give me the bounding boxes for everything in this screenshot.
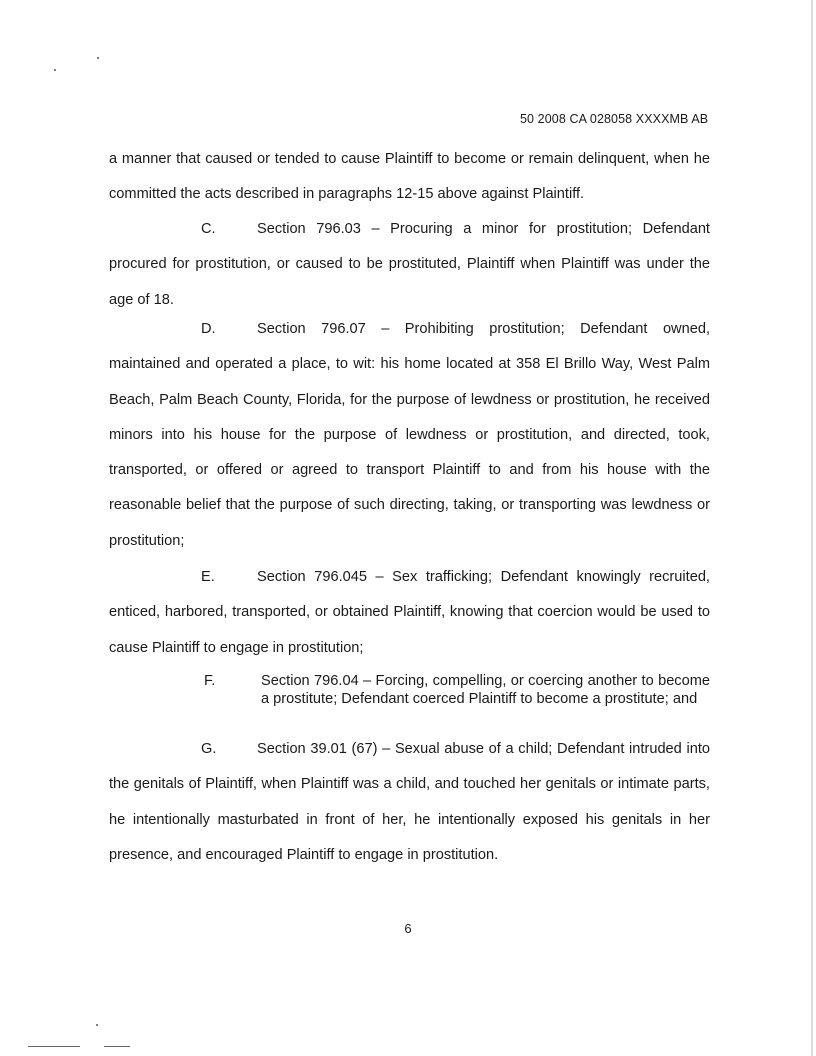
item-letter: E. <box>201 569 215 585</box>
list-item-c <box>109 212 710 318</box>
scan-speck <box>54 69 56 71</box>
page-number: 6 <box>404 921 412 936</box>
list-item-g <box>109 732 710 873</box>
item-text: Section 796.045 – Sex trafficking; Defendant knowingly recruited, enticed, harbored, transported, or obtained Plaintiff, knowing that coercion would be used to cause Plaintiff to engage in prostitution; <box>109 569 710 656</box>
item-text: Section 39.01 (67) – Sexual abuse of a child; Defendant intruded into the genitals of Plaintiff, when Plaintiff was a child, and touched her genitals or intimate parts, he intentionally masturbated in front of her, he intentionally exposed his genitals in her presence, and encouraged Plaintiff to engage in prostitution. <box>109 741 710 863</box>
scan-line <box>104 1046 130 1047</box>
item-letter: G. <box>201 741 217 757</box>
list-item-d <box>109 312 710 559</box>
list-item-e <box>109 560 710 666</box>
item-text: Section 796.07 – Prohibiting prostitution; Defendant owned, maintained and operated a place, to wit: his home located at 358 El Brillo Way, West Palm Beach, Palm Beach County, Florida, for the purpose of lewdness or prostitution, he received minors into his house for the purpose of lewdness or prostitution, and directed, took, transported, or offered or agreed to transport Plaintiff to and from his house with the reasonable belief that the purpose of such directing, taking, or transporting was lewdness or prostitution; <box>109 321 710 549</box>
scan-speck <box>96 1024 98 1026</box>
scan-speck <box>97 57 99 59</box>
continuation-paragraph: a manner that caused or tended to cause Plaintiff to become or remain delinquent, when he committed the acts described in paragraphs 12-15 above against Plaintiff. <box>109 151 710 203</box>
item-letter: F. <box>204 673 216 689</box>
list-item-f <box>204 672 710 708</box>
item-text: Section 796.04 – Forcing, compelling, or coercing another to become a prostitute; Defendant coerced Plaintiff to become a prostitute; and <box>261 673 710 707</box>
scan-line <box>28 1046 80 1047</box>
item-letter: C. <box>201 221 216 237</box>
case-number: 50 2008 CA 028058 XXXXMB AB <box>520 112 709 126</box>
scan-edge <box>811 0 813 1056</box>
item-text: Section 796.03 – Procuring a minor for prostitution; Defendant procured for prostitution, or caused to be prostituted, Plaintiff when Plaintiff was under the age of 18. <box>109 221 710 308</box>
item-letter: D. <box>201 321 216 337</box>
